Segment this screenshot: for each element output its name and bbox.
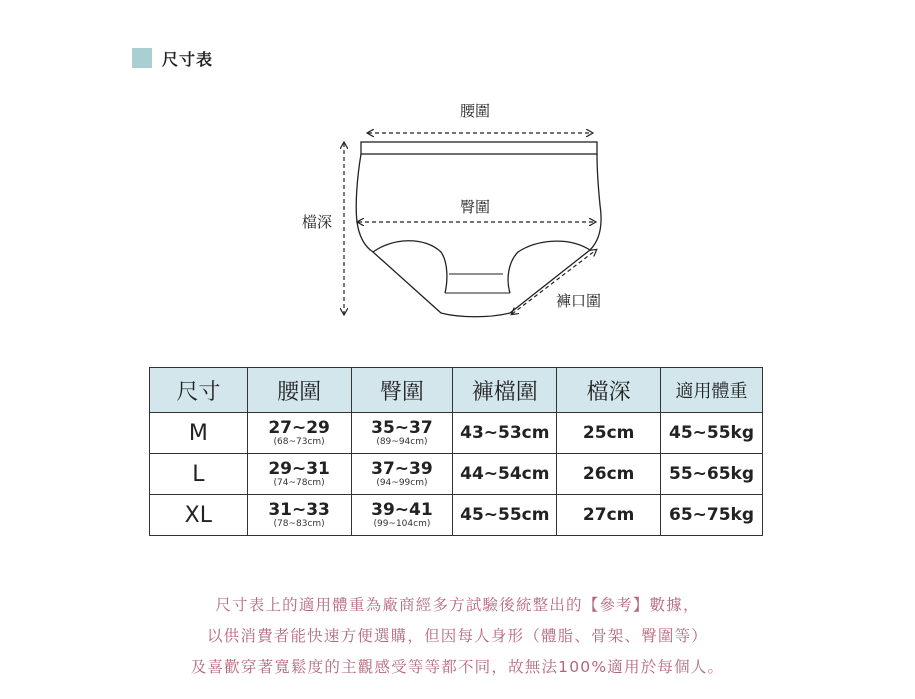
col-header-weight: 適用體重 — [661, 368, 763, 413]
hip-cell — [351, 454, 453, 495]
col-header-size: 尺寸 — [150, 368, 248, 413]
leg-opening-cell: 43~53cm — [453, 413, 557, 454]
briefs-illustration — [0, 0, 915, 340]
col-header-rise: 檔深 — [557, 368, 661, 413]
size-cell: L — [150, 454, 248, 495]
waist-cell — [247, 495, 351, 536]
rise-cell: 26cm — [557, 454, 661, 495]
rise-cell: 25cm — [557, 413, 661, 454]
note-line: 以供消費者能快速方便選購，但因每人身形（體脂、骨架、臀圍等） — [206, 627, 708, 645]
garment-diagram — [0, 0, 915, 340]
hip-cm-value: (94~99cm) — [376, 477, 428, 488]
hip-cell — [351, 495, 453, 536]
leg-opening-label: 褲口圍 — [556, 292, 602, 310]
waist-inch-value: 29~31 — [268, 458, 330, 479]
rise-cell: 27cm — [557, 495, 661, 536]
waist-cm-value: (78~83cm) — [273, 518, 325, 529]
disclaimer-notes — [0, 590, 915, 683]
leg-opening-cell: 44~54cm — [453, 454, 557, 495]
hip-inch-value: 35~37 — [371, 417, 433, 438]
size-cell: M — [150, 413, 248, 454]
note-line: 及喜歡穿著寬鬆度的主觀感受等等都不同，故無法100%適用於每個人。 — [190, 658, 725, 676]
right-leg-curve — [508, 241, 590, 293]
rise-label: 檔深 — [302, 213, 333, 231]
weight-cell: 65~75kg — [661, 495, 763, 536]
waist-label: 腰圍 — [460, 102, 491, 120]
size-table — [149, 367, 763, 536]
hip-inch-value: 37~39 — [371, 458, 433, 479]
waist-cm-value: (68~73cm) — [273, 436, 325, 447]
col-header-leg-opening: 褲檔圍 — [453, 368, 557, 413]
waist-inch-value: 27~29 — [268, 417, 330, 438]
size-cell: XL — [150, 495, 248, 536]
waist-inch-value: 31~33 — [268, 499, 330, 520]
waistband-shape — [361, 142, 597, 154]
weight-cell: 45~55kg — [661, 413, 763, 454]
hip-cm-value: (89~94cm) — [376, 436, 428, 447]
col-header-waist: 腰圍 — [247, 368, 351, 413]
col-header-hip: 臀圍 — [351, 368, 453, 413]
waist-cell — [247, 413, 351, 454]
table-header-row — [150, 368, 763, 413]
hip-label: 臀圍 — [460, 198, 491, 216]
table-row — [150, 454, 763, 495]
gusset-lines — [445, 274, 510, 293]
page-title: 尺寸表 — [162, 49, 214, 69]
note-line: 尺寸表上的適用體重為廠商經多方試驗後統整出的【參考】數據， — [215, 596, 700, 614]
table-row — [150, 413, 763, 454]
hip-cell — [351, 413, 453, 454]
hip-inch-value: 39~41 — [371, 499, 433, 520]
leg-opening-cell: 45~55cm — [453, 495, 557, 536]
hip-cm-value: (99~104cm) — [373, 518, 431, 529]
weight-cell: 55~65kg — [661, 454, 763, 495]
table-row — [150, 495, 763, 536]
waist-cm-value: (74~78cm) — [273, 477, 325, 488]
waist-cell — [247, 454, 351, 495]
